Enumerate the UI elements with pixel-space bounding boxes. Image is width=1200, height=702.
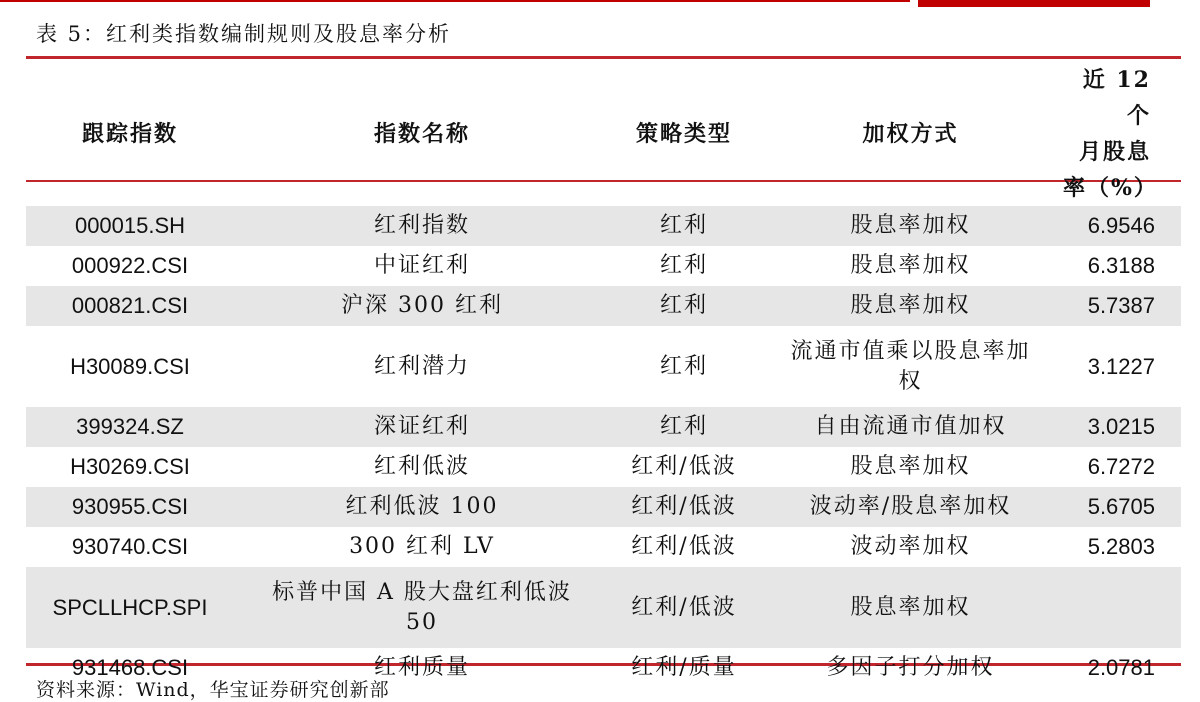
- cell-code: 399324.SZ: [26, 407, 234, 447]
- cell-yield: 6.9546: [1063, 206, 1181, 246]
- cell-name: 红利质量: [373, 655, 470, 680]
- cell-name: 300 红利 LV: [349, 534, 495, 559]
- table-header-row: [26, 62, 1181, 206]
- cell-yield: 5.7387: [1063, 286, 1181, 326]
- cell-strategy: 红利: [659, 253, 708, 278]
- table-row: [26, 527, 1181, 567]
- cell-weighting: 波动率/股息率加权: [758, 487, 1063, 527]
- cell-strategy: 红利/低波: [610, 567, 758, 648]
- cell-code: H30089.CSI: [70, 353, 190, 379]
- cell-name: 标普中国 A 股大盘红利低波 50: [234, 567, 610, 648]
- cell-name: 红利低波: [373, 454, 470, 479]
- header-yield-line2: 月股息: [1078, 139, 1151, 165]
- cell-weighting: 股息率加权: [850, 454, 971, 479]
- cell-weighting: 波动率加权: [850, 534, 971, 559]
- table-row: [26, 567, 1181, 648]
- cell-weighting: 自由流通市值加权: [758, 407, 1063, 447]
- top-decor-rule: [0, 0, 910, 2]
- header-yield-line3: 率（%）: [1063, 175, 1158, 201]
- cell-strategy: 红利: [659, 353, 708, 379]
- cell-name: 深证红利: [234, 407, 610, 447]
- cell-yield: 2.0781: [1087, 655, 1155, 680]
- header-yield: [1063, 62, 1181, 206]
- cell-weighting: 多因子打分加权: [826, 655, 995, 680]
- cell-strategy: 红利: [610, 407, 758, 447]
- cell-code: 930740.CSI: [71, 534, 189, 559]
- header-yield-line1: 近 12 个: [1082, 67, 1151, 129]
- cell-weighting: 股息率加权: [758, 206, 1063, 246]
- cell-yield: 5.2803: [1087, 534, 1155, 559]
- cell-strategy: 红利/低波: [631, 534, 737, 559]
- cell-name: 红利低波 100: [234, 487, 610, 527]
- table-row: [26, 246, 1181, 286]
- table-row: [26, 487, 1181, 527]
- cell-code: 930955.CSI: [26, 487, 234, 527]
- cell-strategy: 红利/低波: [631, 454, 737, 479]
- top-decor-block: [918, 0, 1150, 7]
- cell-strategy: 红利/低波: [610, 487, 758, 527]
- cell-code: 931468.CSI: [71, 655, 189, 680]
- cell-code: 000015.SH: [26, 206, 234, 246]
- header-strategy: 策略类型: [635, 121, 732, 147]
- cell-yield: 6.3188: [1087, 253, 1155, 278]
- cell-yield: 6.7272: [1087, 454, 1155, 479]
- cell-weighting: 股息率加权: [758, 286, 1063, 326]
- cell-strategy: 红利/质量: [631, 655, 737, 680]
- table-row: [26, 447, 1181, 487]
- dividend-index-table: [26, 62, 1181, 688]
- cell-code: SPCLLHCP.SPI: [26, 567, 234, 648]
- cell-code: 000922.CSI: [71, 253, 189, 278]
- cell-weighting: 股息率加权: [758, 567, 1063, 648]
- header-code: 跟踪指数: [81, 121, 178, 147]
- source-note: 资料来源：Wind，华宝证券研究创新部: [36, 679, 390, 701]
- header-weighting: 加权方式: [862, 121, 959, 147]
- table-caption: 表 5：红利类指数编制规则及股息率分析: [36, 22, 452, 46]
- cell-weighting: 股息率加权: [850, 253, 971, 278]
- cell-name: 中证红利: [373, 253, 470, 278]
- cell-name: 红利指数: [234, 206, 610, 246]
- table-row: [26, 407, 1181, 447]
- header-top-rule: [26, 56, 1181, 59]
- table-row: [26, 286, 1181, 326]
- cell-code: H30269.CSI: [70, 454, 190, 479]
- cell-strategy: 红利: [610, 286, 758, 326]
- cell-strategy: 红利: [610, 206, 758, 246]
- cell-weighting: 流通市值乘以股息率加权: [790, 338, 1031, 394]
- cell-yield: 3.0215: [1063, 407, 1181, 447]
- table-row: [26, 326, 1181, 407]
- cell-yield: 3.1227: [1087, 353, 1155, 379]
- cell-name: 沪深 300 红利: [234, 286, 610, 326]
- header-name: 指数名称: [373, 121, 470, 147]
- cell-yield: [1063, 567, 1181, 648]
- cell-yield: 5.6705: [1063, 487, 1181, 527]
- cell-code: 000821.CSI: [26, 286, 234, 326]
- cell-name: 红利潜力: [373, 353, 470, 379]
- table-row: [26, 206, 1181, 246]
